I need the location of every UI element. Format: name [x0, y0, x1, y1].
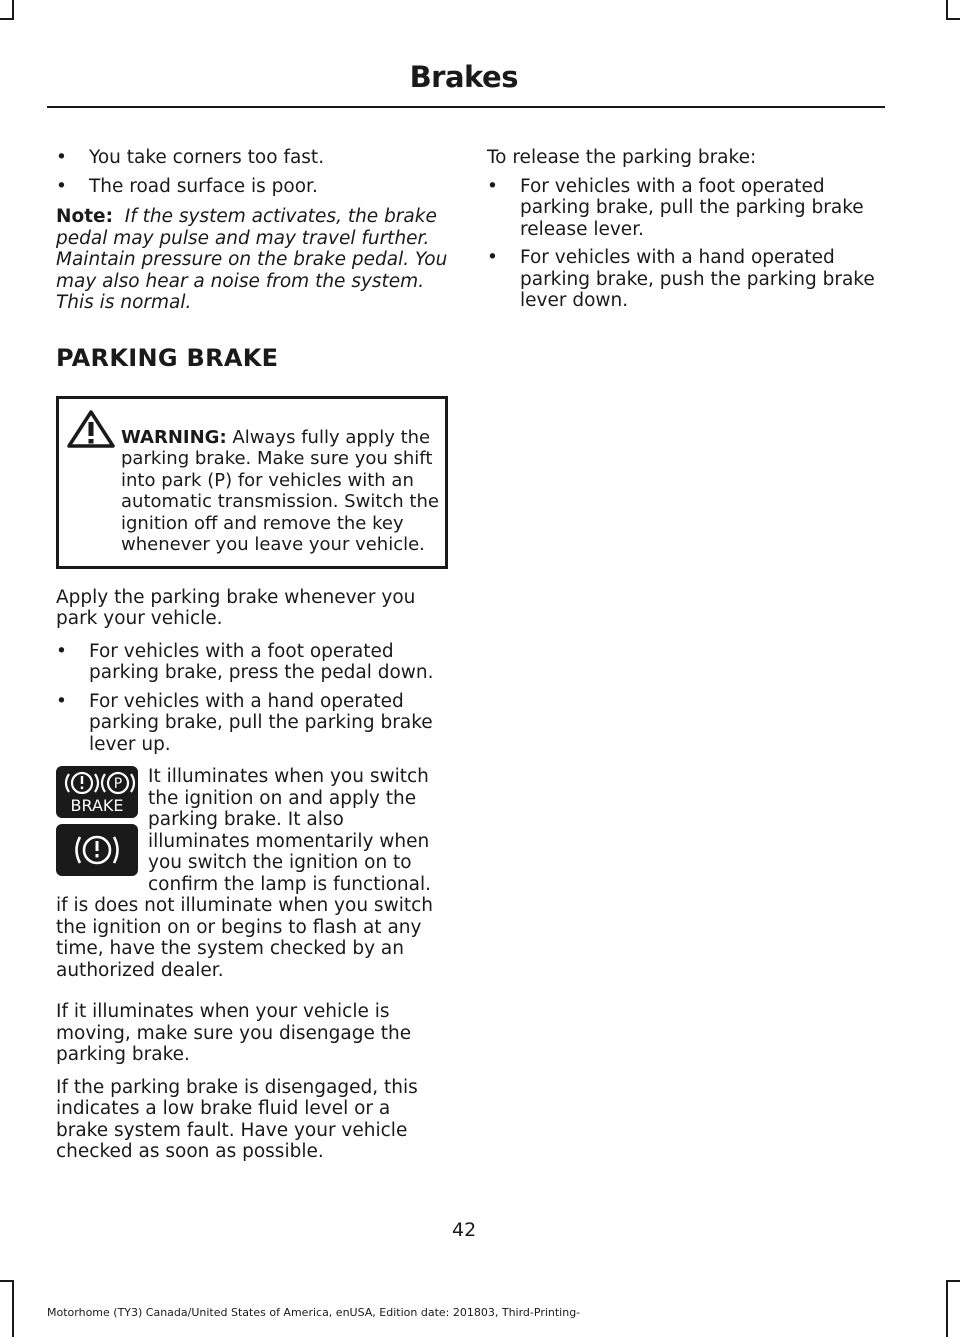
crop-mark — [946, 1280, 948, 1337]
right-column — [487, 147, 883, 319]
crop-mark — [946, 18, 960, 20]
warning-label: WARNING: — [121, 426, 227, 448]
apply-paragraph: Apply the parking brake whenever you park your vehicle. — [56, 586, 416, 629]
page-number: 42 — [452, 1219, 477, 1241]
list-item: • For vehicles with a hand operated parking brake, pull the parking brake lever up. — [56, 690, 433, 755]
lamp-paragraph: It illuminates when you switch the ignition on and apply the parking brake. It also illuminates momentarily when you switch the ignition on to confirm the lamp is functional. if is does not illuminate when you switch the ignition on or begins to flash at any time, have the system checked by an authorized dealer. — [56, 766, 433, 981]
crop-mark — [12, 0, 14, 20]
crop-mark — [946, 1280, 960, 1282]
brake-system-lamp-icon — [56, 824, 138, 876]
crop-mark — [12, 1280, 14, 1337]
list-item: • For vehicles with a foot operated parking brake, press the pedal down. — [56, 640, 434, 683]
lamp-description — [56, 766, 448, 981]
brake-warning-lamp-icon — [56, 766, 138, 818]
list-item: • The road surface is poor. — [56, 175, 318, 197]
svg-text:P: P — [113, 776, 123, 792]
page-title: Brakes — [409, 60, 518, 94]
note — [56, 206, 448, 314]
crop-mark — [946, 0, 948, 20]
header-rule — [47, 106, 885, 108]
list-item: • For vehicles with a foot operated parking brake, pull the parking brake release lever. — [487, 175, 864, 240]
lamp-label: BRAKE — [70, 796, 124, 815]
warning-triangle-icon — [66, 409, 116, 449]
warning-text: Always fully apply the parking brake. Make sure you shift into park (P) for vehicles with an automatic transmission. Switch the ignition off and remove the key whenever you leave your vehicle. — [121, 426, 439, 555]
warning-lamps — [56, 766, 138, 880]
crop-mark — [0, 1280, 14, 1282]
warning-box — [56, 396, 448, 569]
note-text: If the system activates, the brake pedal may pulse and may travel further. Maintain pressure on the brake pedal. You may also hear a noise from the system. This is normal. — [56, 206, 448, 313]
moving-paragraph: If it illuminates when your vehicle is moving, make sure you disengage the parking brake. — [56, 1001, 412, 1065]
list-item: • For vehicles with a hand operated parking brake, push the parking brake lever down. — [487, 247, 875, 311]
section-heading: PARKING BRAKE — [56, 343, 279, 372]
list-item: • You take corners too fast. — [56, 147, 325, 168]
disengaged-paragraph: If the parking brake is disengaged, this indicates a low brake fluid level or a brake system fault. Have your vehicle checked as soon as possible. — [56, 1076, 418, 1162]
release-intro: To release the parking brake: — [487, 147, 757, 168]
crop-mark — [0, 18, 14, 20]
note-label: Note: — [56, 206, 113, 227]
footer-text: Motorhome (TY3) Canada/United States of America, enUSA, Edition date: 201803, Third-Printing- — [47, 1306, 581, 1319]
left-column — [56, 147, 448, 1174]
